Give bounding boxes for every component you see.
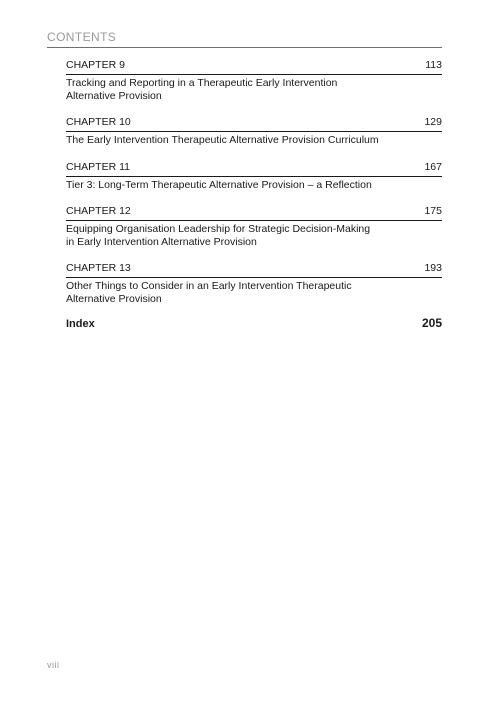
chapter-page-number: 193	[424, 262, 442, 274]
chapter-title	[66, 75, 442, 102]
toc-entry-chapter-12[interactable]	[66, 204, 442, 248]
page-folio: viii	[47, 660, 60, 670]
chapter-title-line: Other Things to Consider in an Early Intervention Therapeutic	[66, 280, 352, 292]
chapter-label: CHAPTER 12	[66, 205, 131, 217]
header-rule	[47, 47, 442, 48]
toc-entry-chapter-13[interactable]	[66, 261, 442, 305]
chapter-label: CHAPTER 9	[66, 59, 125, 71]
chapter-title	[66, 278, 442, 305]
chapter-label: CHAPTER 10	[66, 116, 131, 128]
chapter-title-line: in Early Intervention Alternative Provision	[66, 235, 257, 248]
chapter-title-line: Equipping Organisation Leadership for Strategic Decision-Making	[66, 223, 371, 235]
chapter-heading-line	[66, 58, 442, 75]
chapter-title	[66, 132, 442, 147]
index-page-number: 205	[421, 316, 442, 330]
index-label: Index	[66, 318, 95, 330]
chapter-title-line: Tracking and Reporting in a Therapeutic Early Intervention	[66, 77, 338, 89]
running-head: CONTENTS	[47, 30, 117, 44]
chapter-heading-line	[66, 160, 442, 177]
chapter-heading-line	[66, 261, 442, 278]
chapter-title-line: The Early Intervention Therapeutic Alternative Provision Curriculum	[66, 134, 379, 146]
chapter-page-number: 167	[424, 160, 442, 173]
toc-entry-chapter-10[interactable]	[66, 115, 442, 147]
toc-entry-chapter-11[interactable]	[66, 160, 442, 192]
chapter-heading-line	[66, 115, 442, 132]
chapter-page-number: 175	[424, 205, 442, 217]
chapter-heading-line	[66, 204, 442, 221]
chapter-title-line: Tier 3: Long-Term Therapeutic Alternative Provision – a Reflection	[66, 178, 372, 191]
toc-entry-index[interactable]	[66, 316, 442, 330]
chapter-title	[66, 221, 442, 248]
chapter-page-number: 129	[424, 116, 442, 128]
table-of-contents	[66, 58, 442, 305]
chapter-title-line: Alternative Provision	[66, 292, 162, 305]
chapter-label: CHAPTER 13	[66, 262, 131, 274]
chapter-title-line: Alternative Provision	[66, 89, 162, 102]
toc-entry-chapter-9[interactable]	[66, 58, 442, 102]
chapter-title	[66, 177, 442, 192]
chapter-label: CHAPTER 11	[66, 160, 130, 173]
chapter-page-number: 113	[425, 59, 442, 71]
